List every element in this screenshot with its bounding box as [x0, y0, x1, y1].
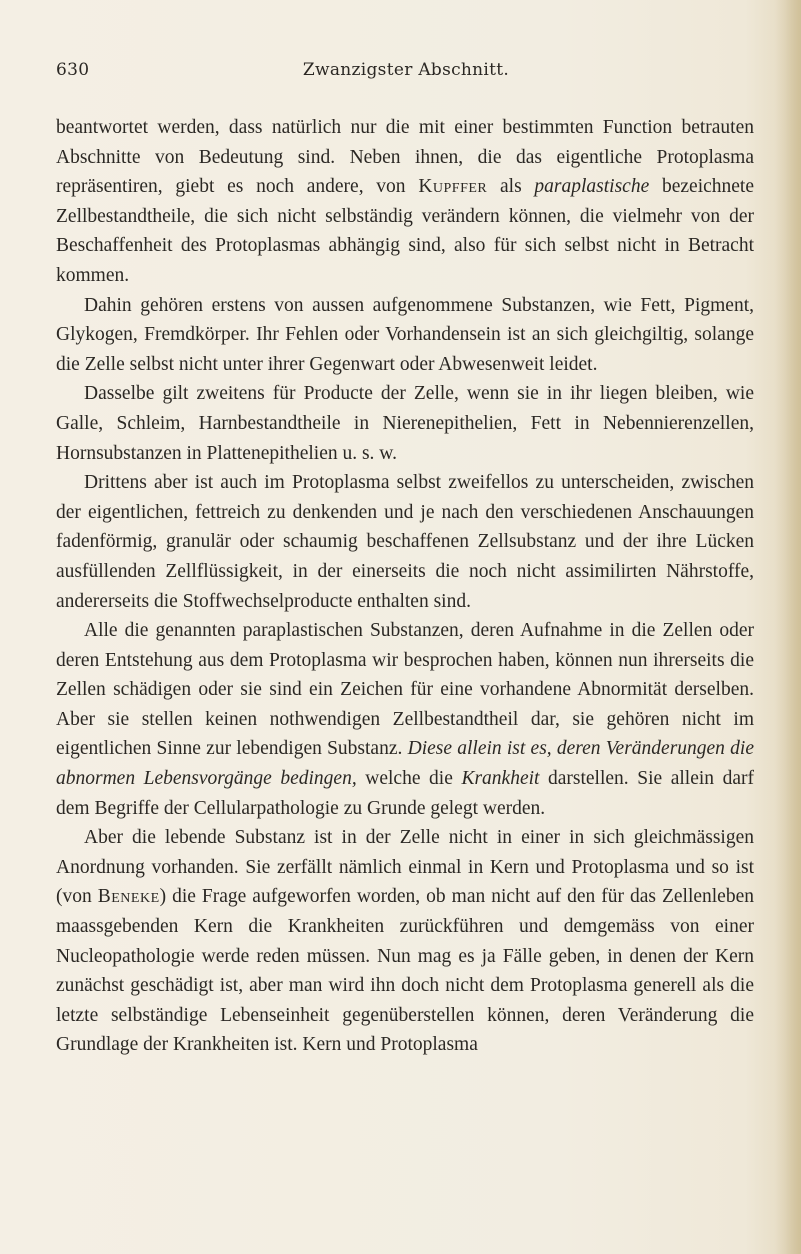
- author-name-beneke: Beneke: [97, 886, 160, 908]
- paragraph-1-text-b: als: [487, 176, 535, 198]
- paragraph-5: [56, 616, 754, 823]
- paragraph-5-text-a: Alle die genannten paraplastischen Substanzen, deren Aufnahme in die Zellen oder deren Entstehung aus dem Protoplasma wir besprochen haben, können nun ihrerseits die Zellen schädigen oder sie sind ein Zeichen für eine vorhandene Abnormität derselben. Aber sie stellen keinen nothwendigen Zellbestandtheil dar, sie gehören nicht im eigentlichen Sinne zur lebendigen Substanz.: [56, 620, 754, 760]
- author-name-kupffer: Kupffer: [418, 176, 488, 198]
- page-edge-shadow: [775, 0, 801, 1254]
- paragraph-5-text-b: welche die: [356, 768, 462, 790]
- emphasis-krankheit: Krankheit: [461, 768, 540, 790]
- paragraph-1-text-a: beantwortet werden, dass natürlich nur die mit einer bestimmten Function betrauten Abschnitte von Bedeutung sind. Neben ihnen, die das eigentliche Protoplasma repräsentiren, giebt es noch andere, von: [56, 117, 754, 198]
- paragraph-2: Dahin gehören erstens von aussen aufgenommene Substanzen, wie Fett, Pigment, Glykogen, Fremdkörper. Ihr Fehlen oder Vorhandensein ist an sich gleichgiltig, solange die Zelle selbst nicht unter ihrer Gegenwart oder Abwesenweit leidet.: [56, 294, 754, 375]
- page-header: [56, 60, 756, 90]
- paragraph-1-text-c: bezeichnete Zellbestandtheile, die sich nicht selbständig verändern können, die vielmehr von der Beschaffenheit des Protoplasmas abhängig sind, also für sich selbst nicht in Betracht kommen.: [56, 176, 755, 286]
- page-number: 630: [56, 60, 90, 80]
- paragraph-4: Drittens aber ist auch im Protoplasma selbst zweifellos zu unterscheiden, zwischen der eigentlichen, fettreich zu denkenden und je nach den verschiedenen Anschauungen fadenförmig, granulär oder schaumig beschaffenen Zellsubstanz und der ihre Lücken ausfüllenden Zellflüssigkeit, in der einerseits die noch nicht assimilirten Nährstoffe, andererseits die Stoffwechselproducte enthalten sind.: [56, 472, 754, 612]
- paragraph-1: [56, 113, 754, 291]
- paragraph-5-text-c: darstellen. Sie allein darf dem Begriffe der Cellularpathologie zu Grunde gelegt werden.: [56, 768, 754, 819]
- paragraph-6: [56, 823, 754, 1060]
- paragraph-6-text-b: ) die Frage aufgeworfen worden, ob man nicht auf den für das Zellenleben maassgebenden Kern die Krankheiten zurückführen und demgemäss von einer Nucleopathologie werde reden müssen. Nun mag es ja Fälle geben, in denen der Kern zunächst geschädigt ist, aber man wird ihn doch nicht dem Protoplasma generell als die letzte selbständige Lebenseinheit gegenüberstellen können, deren Veränderung die Grundlage der Krankheiten ist. Kern und Protoplasma: [56, 886, 754, 1056]
- emphasis-paraplastische: paraplastische: [534, 176, 650, 198]
- paragraph-6-text-a: Aber die lebende Substanz ist in der Zelle nicht in einer in sich gleichmässigen Anordnung vorhanden. Sie zerfällt nämlich einmal in Kern und Protoplasma und so ist (von: [56, 827, 754, 908]
- running-head: Zwanzigster Abschnitt.: [302, 60, 510, 80]
- paragraph-3: Dasselbe gilt zweitens für Producte der Zelle, wenn sie in ihr liegen bleiben, wie Galle, Schleim, Harnbestandtheile in Nierenepithelien, Fett in Nebennierenzellen, Hornsubstanzen in Plattenepithelien u. s. w.: [56, 383, 754, 464]
- body-text: [56, 113, 754, 1060]
- emphasis-diese-allein: Diese allein ist es, deren Veränderungen die abnormen Lebensvorgänge bedingen,: [56, 738, 754, 790]
